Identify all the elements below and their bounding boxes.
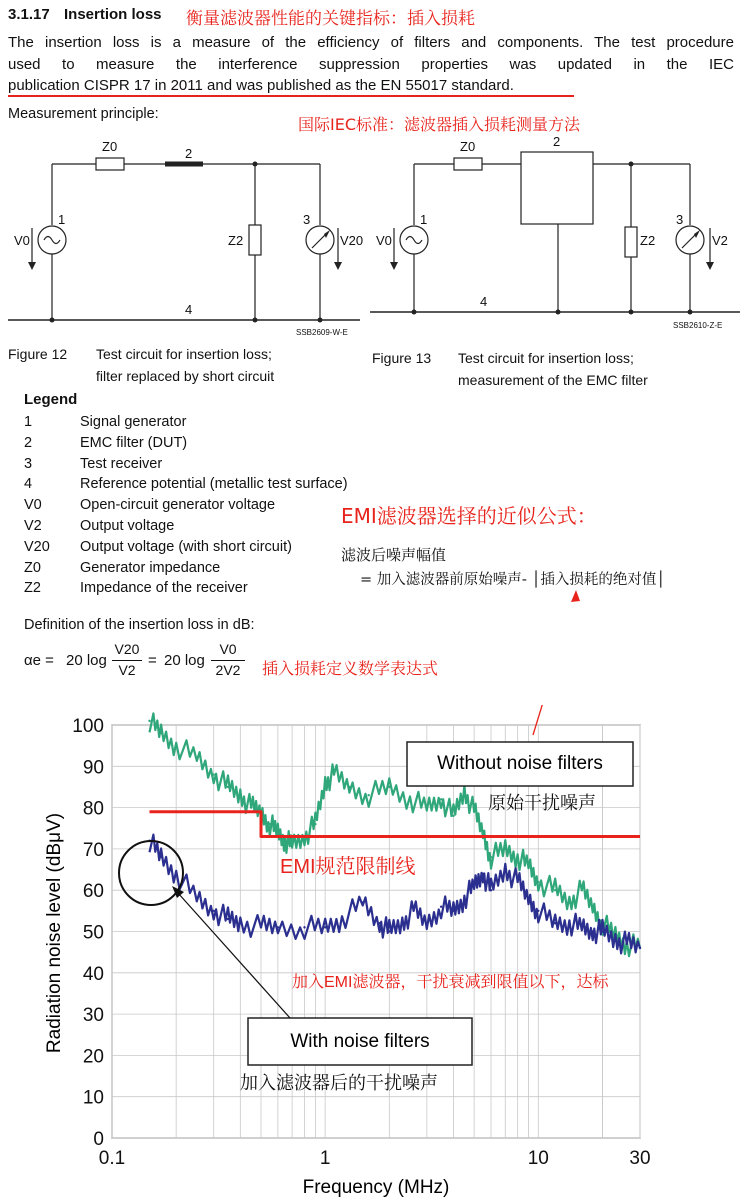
equation-fraction-bar-1	[112, 660, 142, 661]
series-with-filters-point	[341, 918, 343, 920]
y-tick-labels	[72, 716, 104, 1150]
series-with-filters-point	[212, 910, 214, 912]
measurement-principle-label: Measurement principle:	[8, 106, 159, 122]
series-with-filters-point	[227, 918, 229, 920]
series-with-filters-point	[378, 922, 380, 924]
fig13-n3: 3	[676, 212, 684, 227]
series-with-filters-point	[581, 926, 583, 928]
series-with-filters-point	[426, 922, 428, 924]
section-title: Insertion loss	[64, 6, 162, 23]
series-without-filters-point	[490, 856, 492, 858]
series-without-filters-point	[348, 786, 350, 788]
series-without-filters-point	[537, 881, 539, 883]
legend-value: Output voltage	[80, 518, 175, 534]
series-without-filters-point	[212, 773, 214, 775]
equation-lhs: αe =	[24, 652, 54, 669]
series-with-filters-point	[388, 930, 390, 932]
series-without-filters-point	[463, 790, 465, 792]
equation-coef-2: 20 log	[164, 652, 205, 669]
series-with-filters-point	[324, 926, 326, 928]
equation-annotation: 插入损耗定义数学表达式	[262, 659, 439, 678]
legend-key: 2	[24, 434, 33, 451]
legend-value: EMC filter (DUT)	[80, 434, 188, 451]
series-without-filters-point	[269, 823, 271, 825]
y-tick-label: 60	[82, 881, 104, 903]
series-with-filters-point	[196, 897, 198, 899]
fig12-n1: 1	[58, 212, 66, 227]
equation-num1: V20	[114, 641, 140, 657]
z0-resistor	[96, 158, 124, 170]
legend-value: Test receiver	[80, 455, 163, 472]
legend-title: Legend	[24, 391, 78, 408]
series-with-filters-point	[504, 868, 506, 870]
series-without-filters-point	[554, 889, 556, 891]
fig12-n4: 4	[185, 302, 193, 317]
paragraph-line-1: The insertion loss is a measure of the efficiency of filters and components. The test procedure	[8, 34, 734, 51]
y-tick-label: 10	[82, 1087, 104, 1109]
y-tick-label: 70	[82, 839, 104, 861]
series-with-filters-point	[260, 926, 262, 928]
series-without-filters-point	[291, 844, 293, 846]
series-without-filters-point	[516, 856, 518, 858]
series-without-filters-point	[250, 806, 252, 808]
y-tick-label: 0	[93, 1129, 104, 1150]
series-without-filters-point	[581, 889, 583, 891]
fig13-z0: Z0	[460, 139, 476, 154]
ann-limit-line: EMI规范限制线	[280, 856, 416, 878]
series-with-filters-point	[537, 910, 539, 912]
series-with-filters-point	[452, 910, 454, 912]
x-tick-label: 30	[629, 1148, 651, 1169]
red-underline	[8, 95, 574, 97]
series-with-filters-point	[554, 922, 556, 924]
x-tick-label: 10	[527, 1148, 549, 1169]
header-annotation: 衡量滤波器性能的关键指标：插入损耗	[186, 9, 475, 29]
legend-value: Signal generator	[80, 414, 187, 430]
fig12-code: SSB2609-W-E	[296, 328, 348, 337]
ann-filtered: 加入EMI滤波器，干扰衰减到限值以下，达标	[292, 974, 609, 991]
fig13-caption-line2: measurement of the EMC filter	[458, 372, 648, 388]
fig12-z2: Z2	[228, 233, 244, 248]
legend-value: Open-circuit generator voltage	[80, 497, 276, 514]
fig13-n2: 2	[553, 134, 561, 149]
fig13-v0: V0	[376, 233, 392, 248]
legend-value: Reference potential (metallic test surface)	[80, 476, 348, 493]
intro-paragraph	[8, 32, 734, 97]
fig13-n4: 4	[480, 294, 488, 309]
legend-key: 4	[24, 476, 33, 493]
series-with-filters-point	[401, 922, 403, 924]
y-tick-label: 100	[72, 716, 104, 737]
series-without-filters-point	[527, 864, 529, 866]
x-tick-label: 0.1	[98, 1148, 126, 1169]
ann-original-noise: 原始干扰噪声	[488, 793, 596, 813]
series-with-filters-point	[601, 930, 603, 932]
series-with-filters-point	[463, 897, 465, 899]
series-with-filters-point	[568, 922, 570, 924]
series-without-filters-point	[367, 794, 369, 796]
equation-den1: V2	[118, 662, 136, 678]
definition-label: Definition of the insertion loss in dB:	[24, 617, 255, 633]
series-without-filters-point	[452, 815, 454, 817]
series-without-filters-point	[388, 786, 390, 788]
series-with-filters-point	[473, 885, 475, 887]
series-without-filters-point	[284, 839, 286, 841]
series-with-filters-point	[175, 872, 177, 874]
series-without-filters-point	[568, 901, 570, 903]
fig13-code: SSB2610-Z-E	[673, 321, 723, 330]
formula-annotation-title: EMI滤波器选择的近似公式：	[341, 504, 597, 528]
legend-key: V0	[24, 497, 42, 514]
legend-value: Impedance of the receiver	[80, 580, 248, 597]
legend-key: Z0	[24, 559, 41, 576]
fig12-caption-line2: filter replaced by short circuit	[96, 368, 275, 384]
series-without-filters-point	[314, 823, 316, 825]
y-tick-label: 20	[82, 1046, 104, 1068]
fig12-z0: Z0	[102, 139, 118, 154]
equation-fraction-bar-2	[211, 660, 245, 661]
z2-resistor	[249, 225, 261, 255]
iec-annotation: 国际IEC标准：滤波器插入损耗测量方法	[298, 115, 581, 134]
y-tick-label: 40	[82, 963, 104, 985]
equation-den2: 2V2	[215, 662, 241, 678]
y-tick-label: 50	[82, 922, 104, 944]
series-without-filters-point	[324, 782, 326, 784]
legend-key: V2	[24, 518, 42, 534]
callout-with-text: With noise filters	[290, 1031, 430, 1052]
series-with-filters-point	[440, 906, 442, 908]
series-with-filters-point	[527, 897, 529, 899]
fig12-caption-line1: Test circuit for insertion loss;	[96, 346, 272, 362]
equation-coef-1: 20 log	[66, 652, 107, 669]
series-without-filters-point	[196, 757, 198, 759]
series-without-filters-point	[239, 794, 241, 796]
series-without-filters-point	[592, 906, 594, 908]
fig13-caption-line1: Test circuit for insertion loss;	[458, 350, 634, 366]
y-tick-label: 90	[82, 757, 104, 779]
fig12-n3: 3	[303, 212, 311, 227]
series-without-filters-point	[426, 806, 428, 808]
fig12-caption-label: Figure 12	[8, 346, 68, 362]
series-with-filters-point	[277, 926, 279, 928]
y-tick-label: 30	[82, 1005, 104, 1027]
y-axis-label: Radiation noise level (dBμV)	[44, 812, 65, 1054]
series-without-filters-point	[277, 831, 279, 833]
figure13-circuit	[370, 130, 745, 342]
x-tick-labels	[99, 1148, 651, 1169]
fig13-v2: V2	[712, 233, 728, 248]
legend-key: Z2	[24, 580, 41, 597]
legend-value: Output voltage (with short circuit)	[80, 538, 292, 555]
formula-annotation-line1: 滤波后噪声幅值	[341, 546, 447, 564]
fig12-v0: V0	[14, 233, 30, 248]
fig13-caption-label: Figure 13	[372, 350, 432, 366]
ann-after-filter: 加入滤波器后的干扰噪声	[240, 1073, 438, 1093]
series-without-filters-point	[440, 798, 442, 800]
series-without-filters-point	[409, 798, 411, 800]
red-arrowhead	[566, 588, 586, 608]
fig13-z2: Z2	[640, 233, 656, 248]
series-with-filters-point	[490, 889, 492, 891]
series-with-filters-point	[303, 926, 305, 928]
paragraph-line-2: used to measure the interference suppression properties was updated in the IEC	[8, 55, 734, 73]
legend-key: 3	[24, 455, 33, 472]
series-without-filters-point	[504, 848, 506, 850]
equation-equals: =	[148, 652, 157, 669]
noise-chart	[0, 705, 750, 1201]
formula-annotation-line2: = 加入滤波器前原始噪声- │插入损耗的绝对值│	[360, 572, 666, 588]
legend-value: Generator impedance	[80, 559, 221, 576]
series-with-filters-point	[412, 910, 414, 912]
paragraph-line-3: publication CISPR 17 in 2011 and was published as the EN 55017 standard.	[8, 77, 514, 94]
fig12-v20: V20	[340, 233, 364, 248]
figure12-circuit	[0, 130, 370, 342]
series-without-filters-point	[482, 831, 484, 833]
fig12-n2: 2	[185, 146, 193, 161]
series-with-filters-point	[239, 922, 241, 924]
x-tick-label: 1	[319, 1148, 331, 1169]
series-without-filters-point	[148, 720, 150, 722]
series-with-filters-point	[482, 872, 484, 874]
series-with-filters-point	[626, 943, 628, 945]
series-without-filters-point	[160, 732, 162, 734]
series-without-filters-point	[473, 811, 475, 813]
series-with-filters-point	[639, 947, 641, 949]
fig13-n1: 1	[420, 212, 428, 227]
series-with-filters-point	[160, 856, 162, 858]
x-axis-label: Frequency (MHz)	[302, 1177, 450, 1198]
section-number: 3.1.17	[8, 6, 50, 23]
series-with-filters-point	[516, 881, 518, 883]
series-without-filters-point	[333, 773, 335, 775]
series-with-filters-point	[361, 901, 363, 903]
legend-key: V20	[24, 538, 50, 555]
callout-without-text: Without noise filters	[437, 753, 603, 774]
legend-key: 1	[24, 414, 33, 430]
series-without-filters-point	[175, 744, 177, 746]
emc-filter-box	[521, 152, 593, 224]
y-tick-label: 80	[82, 798, 104, 820]
series-with-filters-point	[592, 930, 594, 932]
series-without-filters-point	[227, 786, 229, 788]
series-with-filters-point	[614, 939, 616, 941]
equation-num2: V0	[219, 641, 237, 657]
